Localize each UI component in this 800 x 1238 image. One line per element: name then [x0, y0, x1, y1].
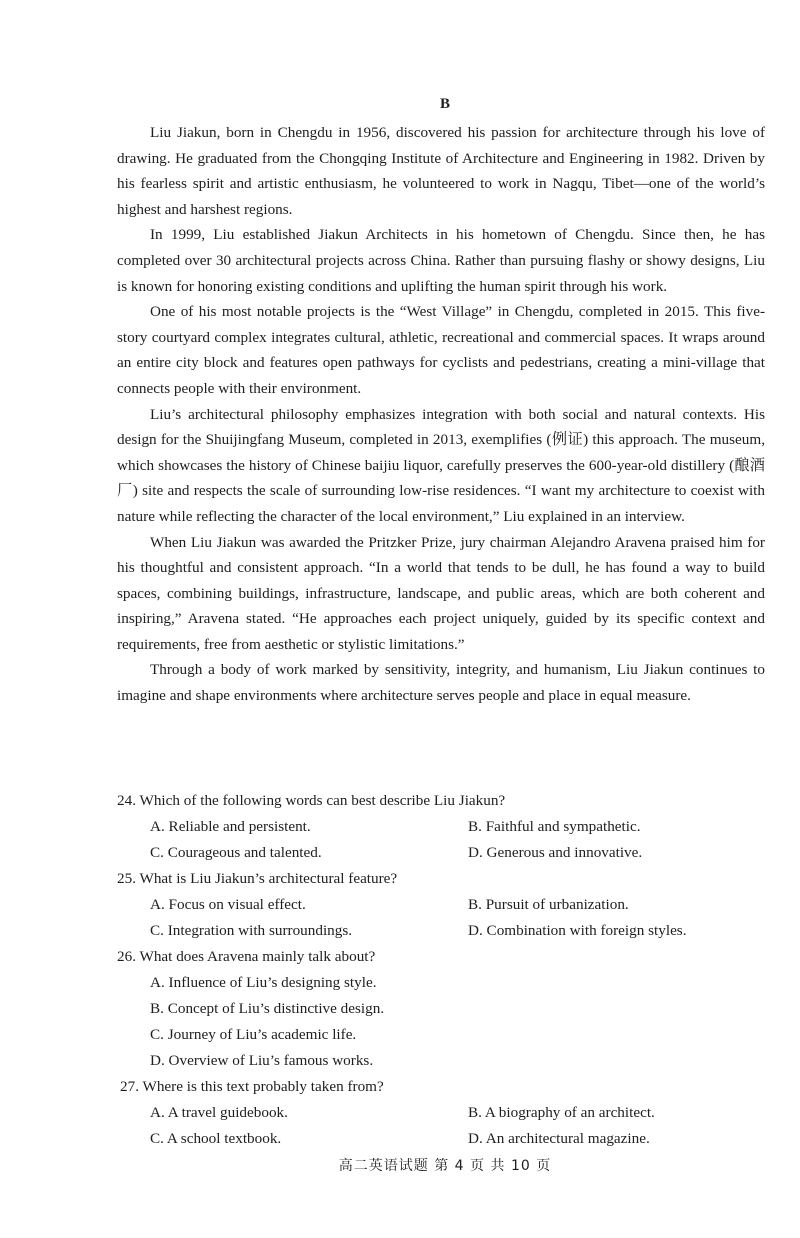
passage-paragraph: In 1999, Liu established Jiakun Architects in his hometown of Chengdu. Since then, he has completed over 30 architectural projects across China. Rather than pursuing flashy or showy designs, Liu is known for honoring existing conditions and uplifting the human spirit through his work.	[117, 226, 765, 295]
passage-paragraph: Liu Jiakun, born in Chengdu in 1956, discovered his passion for architecture through his love of drawing. He graduated from the Chongqing Institute of Architecture and Engineering in 1982. Driven by his fearless spirit and artistic enthusiasm, he volunteered to work in Nagqu, Tibet—one of the world’s highest and harshest regions.	[117, 124, 765, 218]
option-d: D. Overview of Liu’s famous works.	[150, 1052, 374, 1069]
section-title: B	[439, 96, 450, 112]
option-b: B. Faithful and sympathetic.	[468, 818, 641, 835]
option-a: A. Focus on visual effect.	[150, 896, 306, 913]
option-d: D. An architectural magazine.	[468, 1130, 650, 1147]
option-a: A. Influence of Liu’s designing style.	[150, 974, 377, 991]
option-a: A. Reliable and persistent.	[150, 818, 311, 835]
reading-passage	[117, 120, 765, 709]
option-d: D. Combination with foreign styles.	[468, 922, 687, 939]
option-c: C. Integration with surroundings.	[150, 922, 353, 939]
option-grid	[117, 892, 767, 944]
option-c: C. Journey of Liu’s academic life.	[150, 1026, 357, 1043]
question-stem: 27. Where is this text probably taken from?	[120, 1078, 384, 1095]
passage-paragraph: When Liu Jiakun was awarded the Pritzker Prize, jury chairman Alejandro Aravena praised him for his thoughtful and consistent approach. “In a world that tends to be dull, he has found a way to build spaces, combining buildings, infrastructure, landscape, and public areas, which are both coherent and inspiring,” Aravena stated. “He approaches each project uniquely, guided by its specific context and requirements, free from aesthetic or stylistic limitations.”	[117, 533, 765, 653]
passage-paragraph: One of his most notable projects is the “West Village” in Chengdu, completed in 2015. This five-story courtyard complex integrates cultural, athletic, recreational and commercial spaces. It wraps around an entire city block and features open pathways for cyclists and pedestrians, creating a mini-village that connects people with their environment.	[117, 303, 765, 397]
passage-paragraph: Through a body of work marked by sensitivity, integrity, and humanism, Liu Jiakun continues to imagine and shape environments where architecture serves people and place in equal measure.	[117, 661, 765, 705]
question-stem: 26. What does Aravena mainly talk about?	[117, 948, 376, 965]
option-b: B. Pursuit of urbanization.	[468, 896, 629, 913]
question-26	[117, 944, 767, 1074]
question-27	[117, 1074, 767, 1152]
option-c: C. A school textbook.	[150, 1130, 282, 1147]
option-c: C. Courageous and talented.	[150, 844, 322, 861]
option-grid	[117, 1100, 767, 1152]
question-list	[117, 788, 767, 1152]
option-grid	[117, 814, 767, 866]
question-25	[117, 866, 767, 944]
question-stem: 25. What is Liu Jiakun’s architectural feature?	[117, 870, 398, 887]
question-stem: 24. Which of the following words can best describe Liu Jiakun?	[117, 792, 506, 809]
option-d: D. Generous and innovative.	[468, 844, 643, 861]
option-b: B. Concept of Liu’s distinctive design.	[150, 1000, 385, 1017]
option-a: A. A travel guidebook.	[150, 1104, 288, 1121]
passage-paragraph: Liu’s architectural philosophy emphasizes integration with both social and natural contexts. His design for the Shuijingfang Museum, completed in 2013, exemplifies (例证) this approach. The museum, which showcases the history of Chinese baijiu liquor, carefully preserves the 600-year-old distillery (酿酒厂) site and respects the scale of surrounding low-rise residences. “I want my architecture to coexist with nature while reflecting the character of the local environment,” Liu explained in an interview.	[117, 405, 765, 525]
page-footer: 高二英语试题 第 4 页 共 10 页	[338, 1158, 552, 1174]
option-b: B. A biography of an architect.	[468, 1104, 655, 1121]
option-list	[117, 970, 767, 1074]
question-24	[117, 788, 767, 866]
